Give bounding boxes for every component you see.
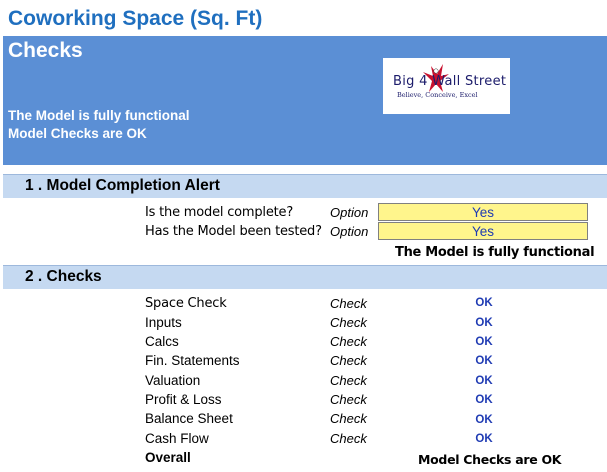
check-type: Check — [330, 315, 367, 330]
check-status: OK — [475, 336, 493, 348]
row-label: Is the model complete? — [145, 205, 294, 220]
logo-tagline: Believe, Conceive, Excel — [397, 91, 478, 99]
checks-banner — [3, 36, 607, 165]
check-label: Cash Flow — [145, 431, 209, 446]
model-tested-input[interactable]: Yes — [378, 222, 588, 240]
model-complete-input[interactable]: Yes — [378, 203, 588, 221]
check-type: Check — [330, 353, 367, 368]
section-checks — [3, 265, 607, 289]
section-heading: 2 . Checks — [25, 268, 102, 285]
check-label: Fin. Statements — [145, 353, 240, 368]
logo-text: Big 4 Wall Street — [393, 74, 507, 89]
check-label: Inputs — [145, 315, 182, 330]
overall-status: Model Checks are OK — [418, 452, 562, 467]
check-type: Check — [330, 392, 367, 407]
row-label: Has the Model been tested? — [145, 224, 322, 239]
overall-label: Overall — [145, 450, 191, 465]
check-status: OK — [475, 355, 493, 367]
check-type: Check — [330, 334, 367, 349]
check-status: OK — [475, 297, 493, 309]
check-status: OK — [475, 433, 493, 445]
check-status: OK — [475, 394, 493, 406]
check-type: Check — [330, 411, 367, 426]
check-label: Valuation — [145, 373, 201, 388]
check-label: Calcs — [145, 334, 179, 349]
check-status: OK — [475, 317, 493, 329]
check-label: Profit & Loss — [145, 392, 222, 407]
check-type: Check — [330, 373, 367, 388]
functional-status: The Model is fully functional — [8, 108, 190, 123]
check-status: OK — [475, 414, 493, 426]
section-heading: 1 . Model Completion Alert — [25, 177, 220, 194]
check-type: Check — [330, 296, 367, 311]
banner-title: Checks — [8, 39, 83, 62]
check-status: OK — [475, 375, 493, 387]
row-type: Option — [330, 205, 369, 220]
check-label: Balance Sheet — [145, 411, 233, 426]
sheet-title: Coworking Space (Sq. Ft) — [8, 7, 263, 30]
checks-status: Model Checks are OK — [8, 126, 147, 141]
completion-summary: The Model is fully functional — [395, 245, 595, 260]
check-type: Check — [330, 431, 367, 446]
company-logo — [383, 58, 510, 114]
banner-status — [8, 107, 190, 143]
check-label: Space Check — [145, 296, 227, 311]
row-type: Option — [330, 224, 369, 239]
section-model-completion — [3, 174, 607, 198]
